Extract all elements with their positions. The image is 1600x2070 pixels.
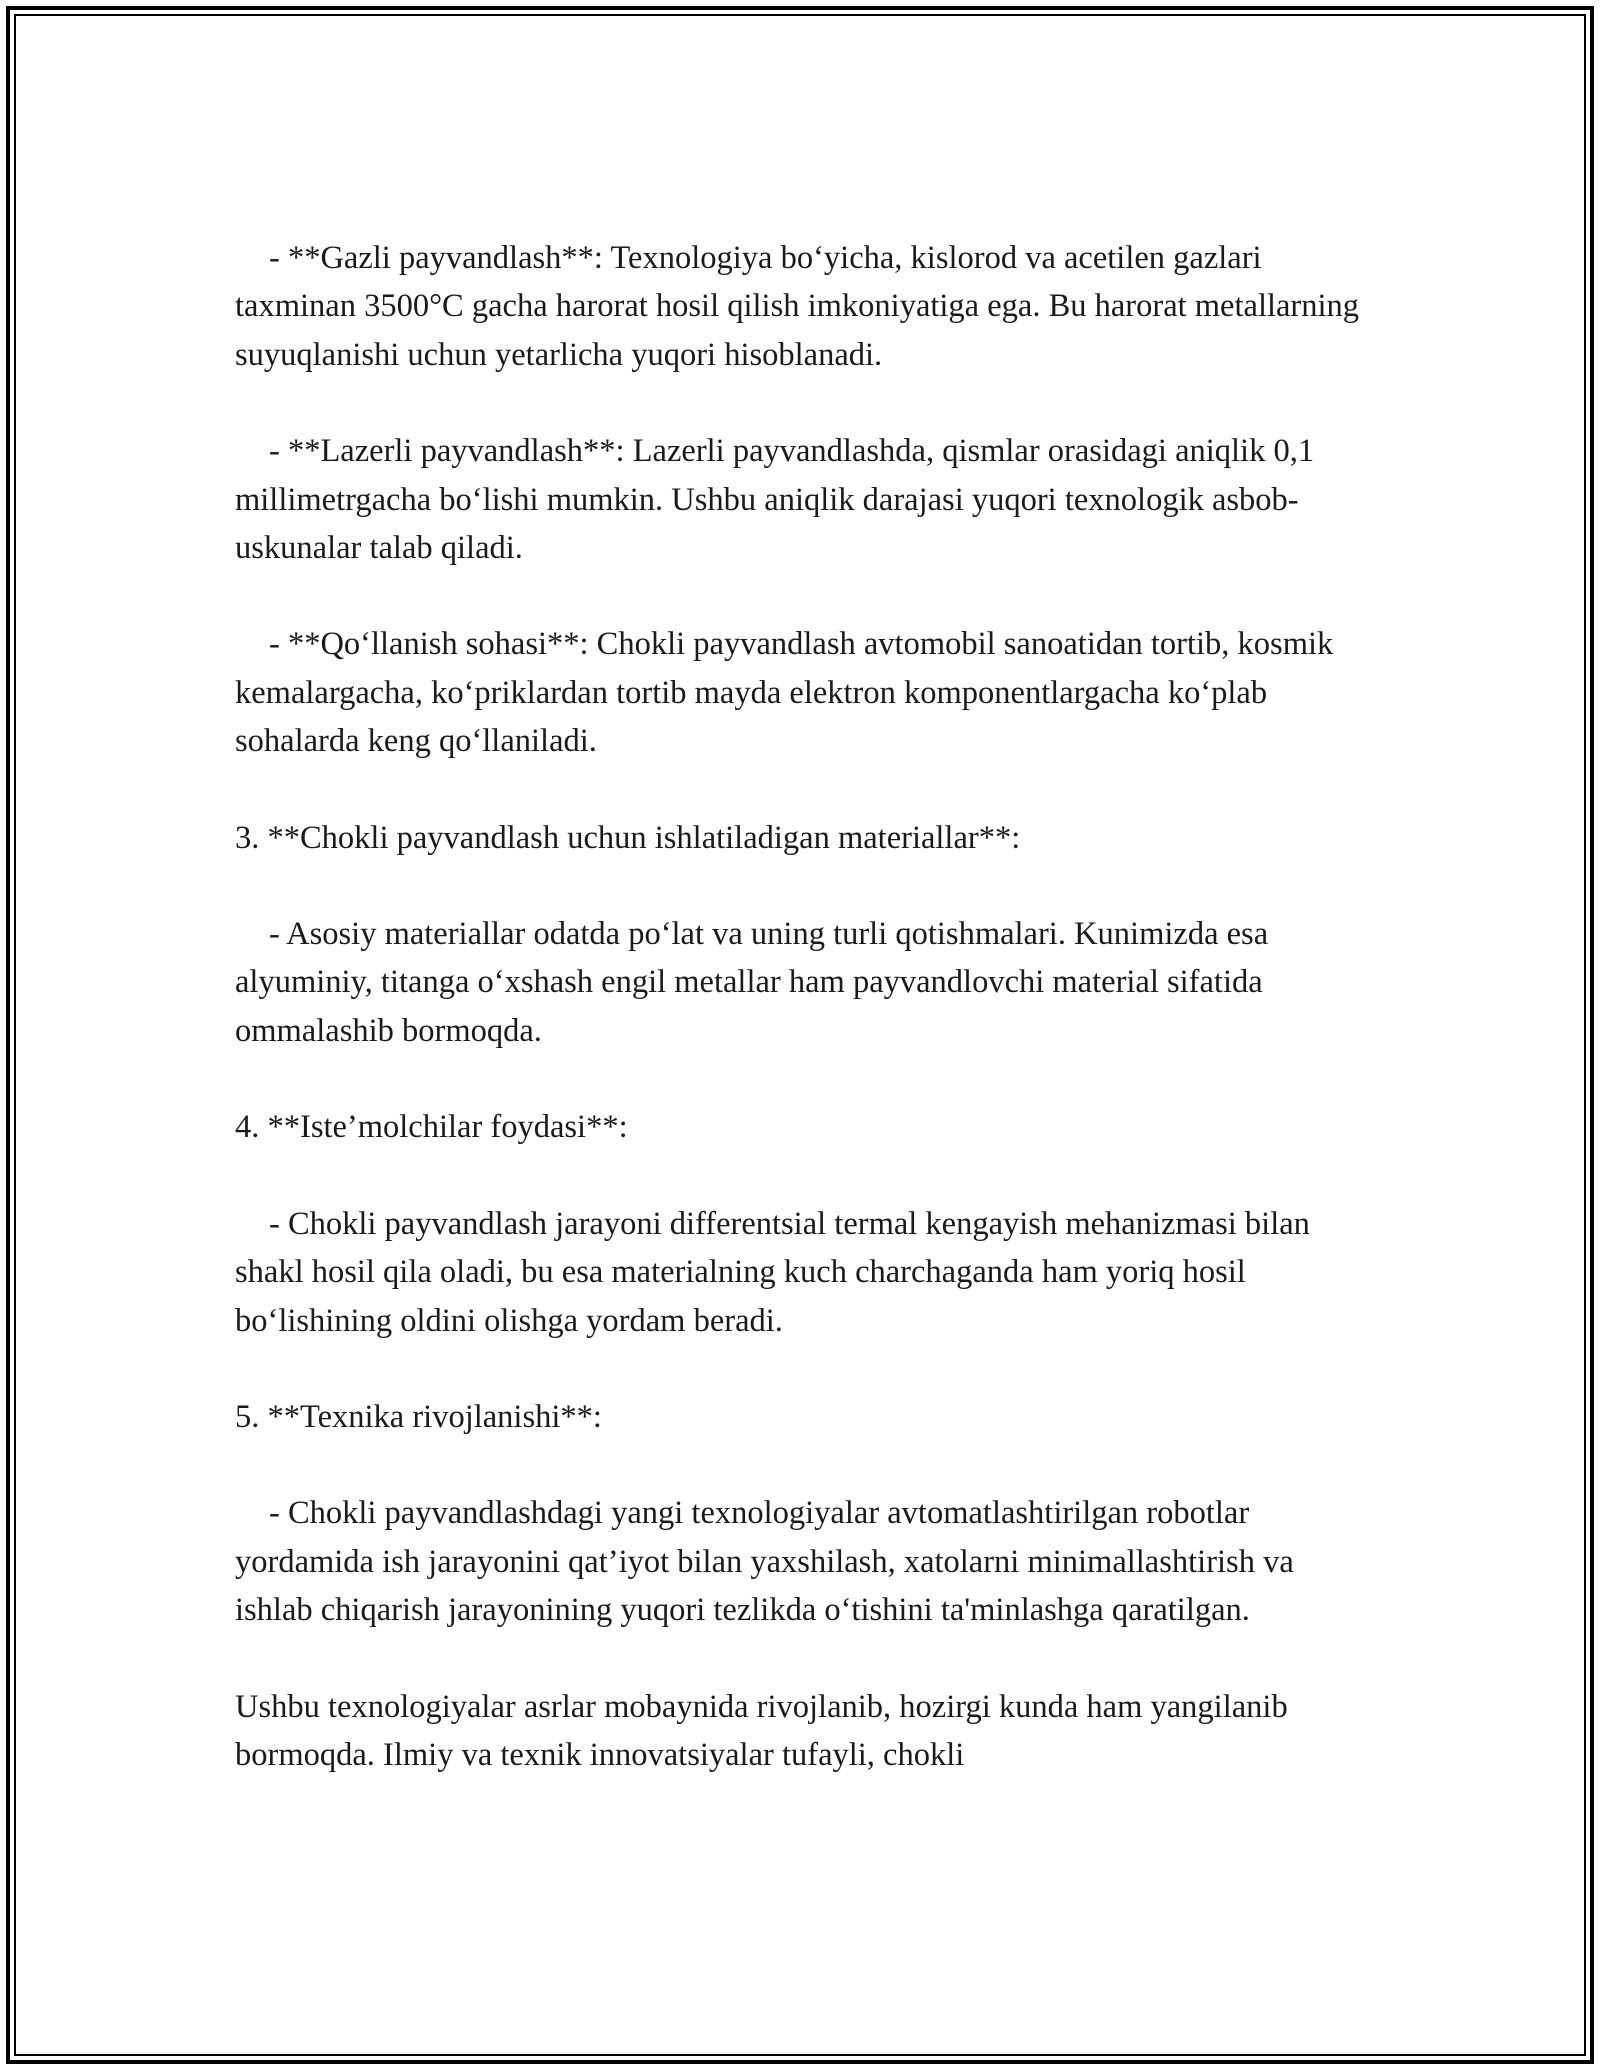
bullet-materials: - Asosiy materiallar odatda po‘lat va uning turli qotishmalari. Kunimizda esa alyuminiy, titanga o‘xshash engil metallar ham payvandlovchi material sifatida ommalashib bormoqda. <box>235 916 1277 1049</box>
section-heading-technical-development: 5. **Texnika rivojlanishi**: <box>235 1398 602 1435</box>
document-body <box>235 234 1375 1779</box>
bullet-consumer-benefits: - Chokli payvandlash jarayoni differentsial termal kengayish mehanizmasi bilan shakl hosil qila oladi, bu esa materialning kuch charchaganda ham yoriq hosil bo‘lishining oldini olishga yordam beradi. <box>235 1205 1319 1339</box>
closing-paragraph: Ushbu texnologiyalar asrlar mobaynida rivojlanib, hozirgi kunda ham yangilanib bormoqda. Ilmiy va texnik innovatsiyalar tufayli, chokli <box>235 1688 1296 1773</box>
bullet-laser-welding: - **Lazerli payvandlash**: Lazerli payvandlashda, qismlar orasidagi aniqlik 0,1 millimetrgacha bo‘lishi mumkin. Ushbu aniqlik darajasi yuqori texnologik asbob-uskunalar talab qiladi. <box>235 433 1323 567</box>
section-heading-consumer-benefits: 4. **Iste’molchilar foydasi**: <box>235 1109 628 1146</box>
bullet-gas-welding: - **Gazli payvandlash**: Texnologiya bo‘yicha, kislorod va acetilen gazlari taxminan 3500°C gacha harorat hosil qilish imkoniyatiga ega. Bu harorat metallarning suyuqlanishi uchun yetarlicha yuqori hisoblanadi. <box>235 240 1368 373</box>
bullet-application-area: - **Qo‘llanish sohasi**: Chokli payvandlash avtomobil sanoatidan tortib, kosmik kemalargacha, ko‘priklardan tortib mayda elektron komponentlargacha ko‘plab sohalarda keng qo‘llaniladi. <box>235 626 1342 760</box>
section-heading-materials: 3. **Chokli payvandlash uchun ishlatiladigan materiallar**: <box>235 819 1021 856</box>
bullet-technical-development: - Chokli payvandlashdagi yangi texnologiyalar avtomatlashtirilgan robotlar yordamida ish jarayonini qat’iyot bilan yaxshilash, xatolarni minimallashtirish va ishlab chiqarish jarayonining yuqori tezlikda o‘tishini ta'minlashga qaratilgan. <box>235 1495 1302 1629</box>
